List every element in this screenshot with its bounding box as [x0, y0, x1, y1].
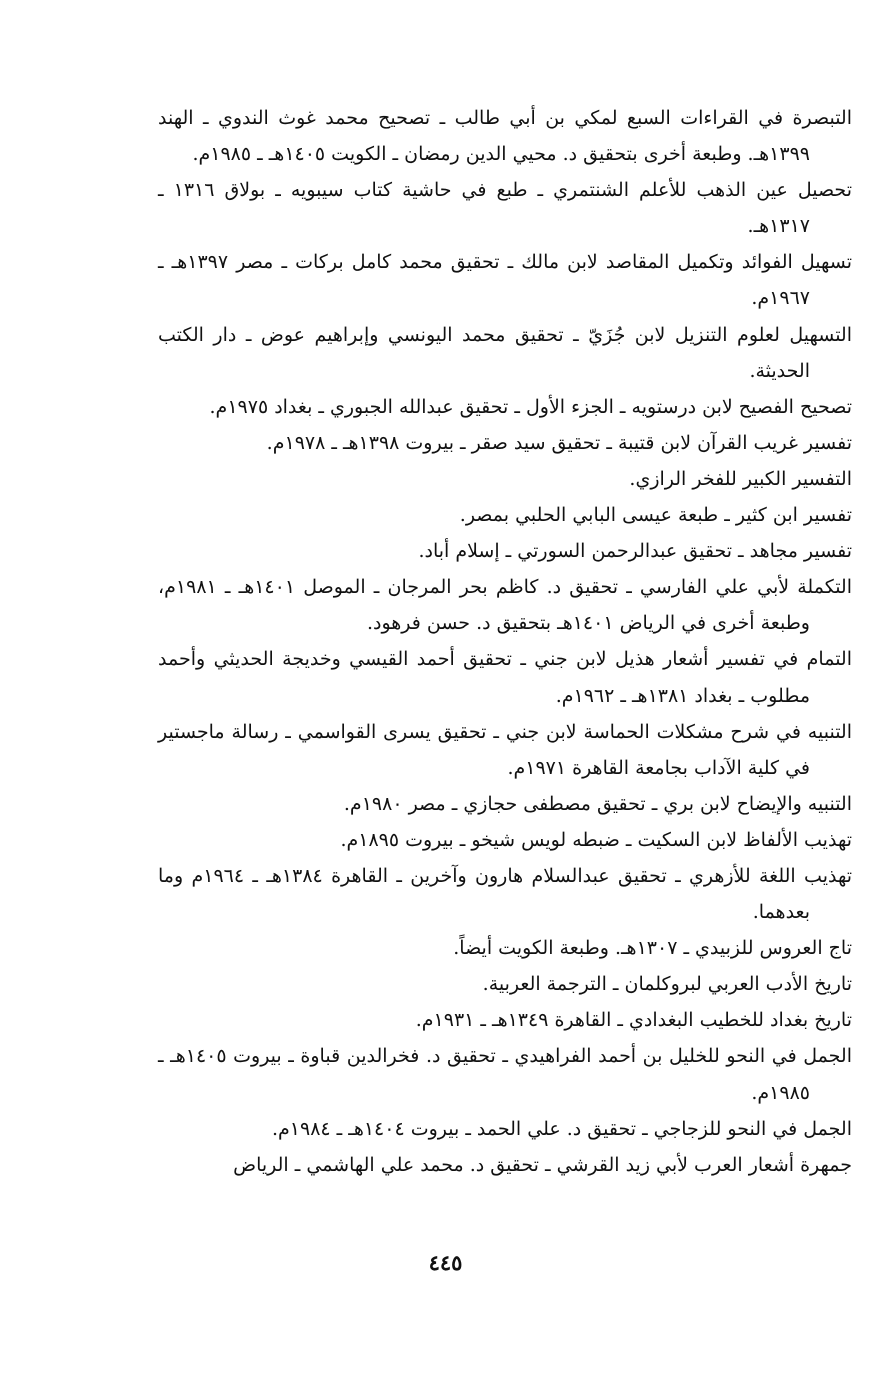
bibliography-entry: تفسير ابن كثير ـ طبعة عيسى البابي الحلبي بمصر. — [459, 504, 852, 527]
bibliography-entry: التكملة لأبي علي الفارسي ـ تحقيق د. كاظم بحر المرجان ـ الموصل ١٤٠١هـ ـ ١٩٨١م، وطبعة أخرى في الرياض ١٤٠١هـ بتحقيق د. حسن فرهود. — [158, 576, 853, 635]
bibliography-entry: تفسير غريب القرآن لابن قتيبة ـ تحقيق سيد صقر ـ بيروت ١٣٩٨هـ ـ ١٩٧٨م. — [266, 431, 852, 454]
bibliography-entry: تاريخ الأدب العربي لبروكلمان ـ الترجمة العربية. — [482, 973, 852, 996]
bibliography-entry: تحصيل عين الذهب للأعلم الشنتمري ـ طبع في حاشية كتاب سيبويه ـ بولاق ١٣١٦ ـ ١٣١٧هـ. — [158, 179, 852, 238]
bibliography-entry: تصحيح الفصيح لابن درستويه ـ الجزء الأول ـ تحقيق عبدالله الجبوري ـ بغداد ١٩٧٥م. — [209, 395, 852, 418]
bibliography-entry: التنبيه والإيضاح لابن بري ـ تحقيق مصطفى حجازي ـ مصر ١٩٨٠م. — [343, 792, 852, 815]
bibliography-entry: تفسير مجاهد ـ تحقيق عبدالرحمن السورتي ـ إسلام أباد. — [418, 540, 852, 563]
bibliography-entry: التبصرة في القراءات السبع لمكي بن أبي طالب ـ تصحيح محمد غوث الندوي ـ الهند ١٣٩٩هـ. وطبعة أخرى بتحقيق د. محيي الدين رمضان ـ الكويت ١٤٠٥هـ ـ ١٩٨٥م. — [158, 107, 852, 166]
bibliography-entry: الجمل في النحو للزجاجي ـ تحقيق د. علي الحمد ـ بيروت ١٤٠٤هـ ـ ١٩٨٤م. — [271, 1117, 852, 1140]
bibliography-entry: تهذيب اللغة للأزهري ـ تحقيق عبدالسلام هارون وآخرين ـ القاهرة ١٣٨٤هـ ـ ١٩٦٤م وما بعدهما. — [158, 864, 852, 924]
bibliography-entry: الجمل في النحو للخليل بن أحمد الفراهيدي ـ تحقيق د. فخرالدين قباوة ـ بيروت ١٤٠٥هـ ـ ١٩٨٥م. — [158, 1045, 852, 1104]
bibliography-entry: تاريخ بغداد للخطيب البغدادي ـ القاهرة ١٣٤٩هـ ـ ١٩٣١م. — [415, 1009, 852, 1032]
bibliography-entry: تسهيل الفوائد وتكميل المقاصد لابن مالك ـ تحقيق محمد كامل بركات ـ مصر ١٣٩٧هـ ـ ١٩٦٧م. — [158, 251, 852, 310]
bibliography-entry: التسهيل لعلوم التنزيل لابن جُزَيّ ـ تحقيق محمد اليونسي وإبراهيم عوض ـ دار الكتب الحديثة. — [158, 323, 852, 382]
bibliography-entry: التنبيه في شرح مشكلات الحماسة لابن جني ـ تحقيق يسرى القواسمي ـ رسالة ماجستير في كلية الآداب بجامعة القاهرة ١٩٧١م. — [158, 720, 852, 779]
bibliography-entry: التمام في تفسير أشعار هذيل لابن جني ـ تحقيق أحمد القيسي وخديجة الحديثي وأحمد مطلوب ـ بغداد ١٣٨١هـ ـ ١٩٦٢م. — [158, 648, 852, 707]
bibliography-entry: تهذيب الألفاظ لابن السكيت ـ ضبطه لويس شيخو ـ بيروت ١٨٩٥م. — [340, 828, 852, 851]
bibliography-list — [158, 100, 852, 1183]
bibliography-entry: التفسير الكبير للفخر الرازي. — [629, 467, 852, 490]
bibliography-entry: تاج العروس للزبيدي ـ ١٣٠٧هـ. وطبعة الكويت أيضاً. — [453, 937, 852, 960]
bibliography-entry: جمهرة أشعار العرب لأبي زيد القرشي ـ تحقيق د. محمد علي الهاشمي ـ الرياض — [233, 1153, 852, 1176]
page-number: ٤٤٥ — [428, 1250, 463, 1275]
